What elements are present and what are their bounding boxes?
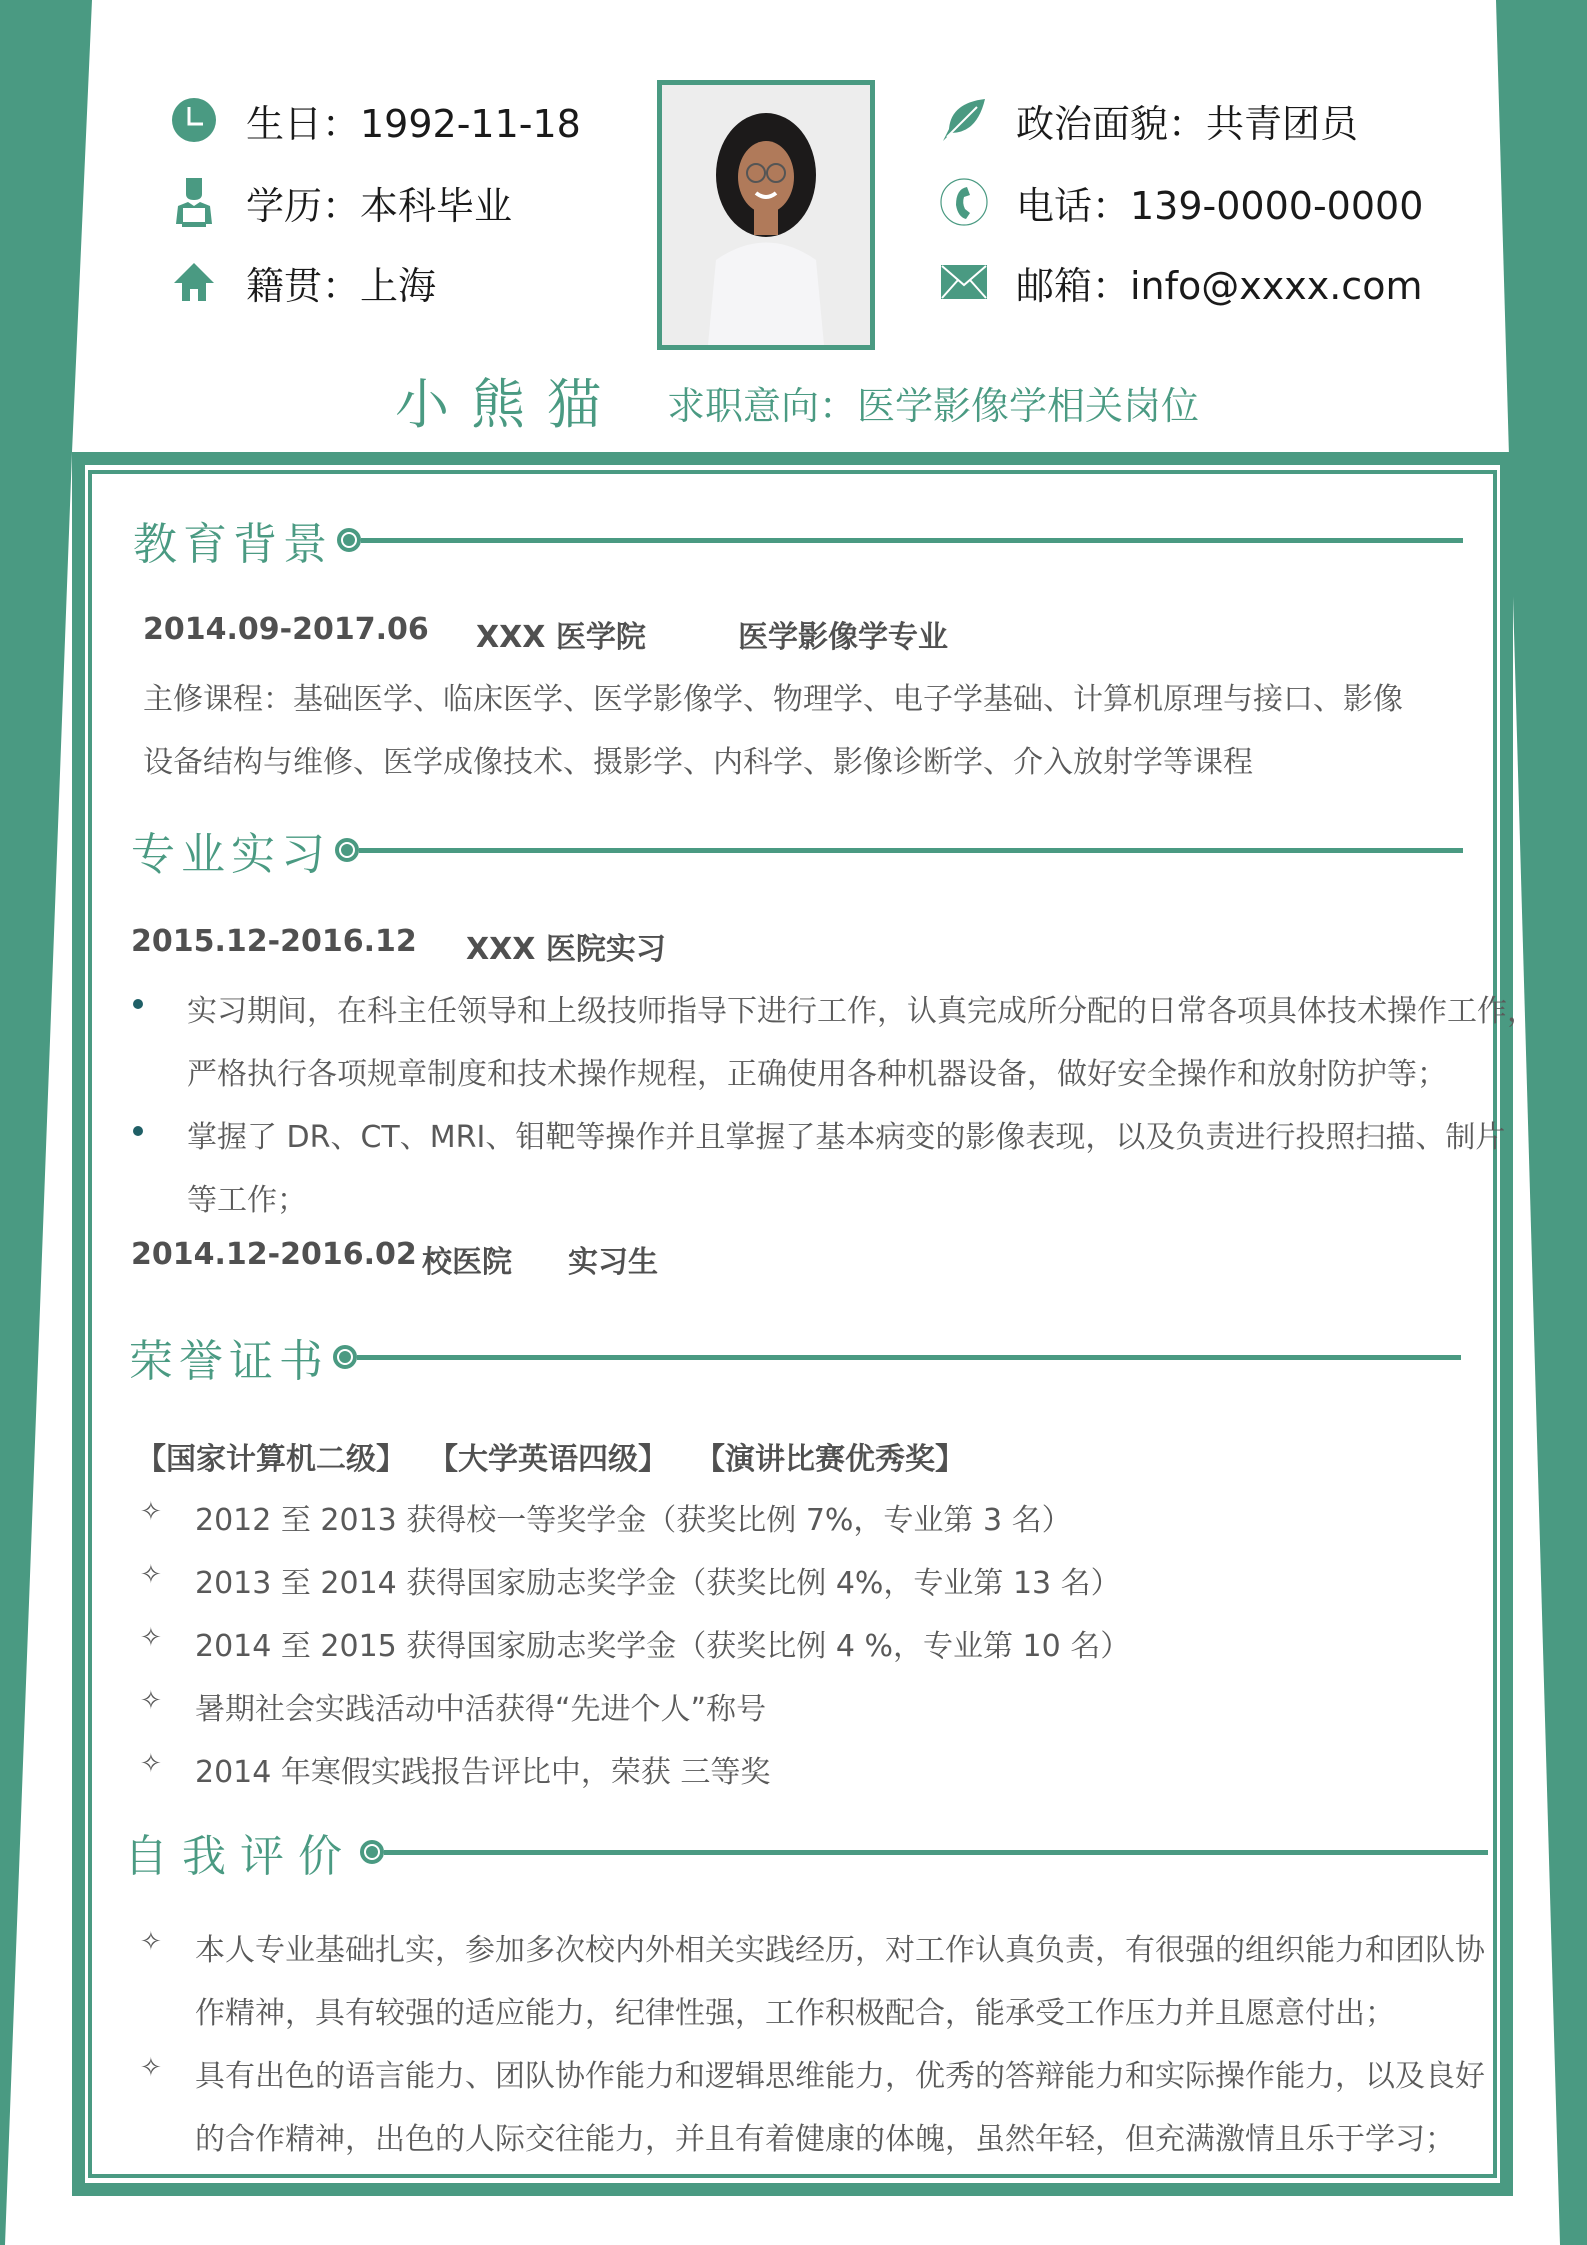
internship-period: 2014.12-2016.02 [131, 1237, 417, 1272]
internship-bullet-line: 实习期间，在科主任领导和上级技师指导下进行工作，认真完成所分配的日常各项具体技术操作工作， [187, 994, 1537, 1029]
section-divider [359, 848, 1463, 853]
hometown-row [170, 252, 436, 312]
sparkle-bullet-icon: ✧ [140, 1686, 162, 1716]
section-header-honors [129, 1325, 1461, 1389]
birthday-text: 生日：1992-11-18 [246, 101, 581, 146]
home-icon [170, 258, 218, 306]
sparkle-bullet-icon: ✧ [140, 2053, 162, 2083]
sparkle-bullet-icon: ✧ [140, 1927, 162, 1957]
section-header-self-evaluation [124, 1820, 1488, 1884]
certificate-badge: 【大学英语四级】 [428, 1442, 668, 1477]
internship-bullet-line: 等工作； [187, 1183, 307, 1218]
section-dot-icon [335, 838, 359, 862]
hometown-text: 籍贯：上海 [246, 263, 437, 308]
honor-item: 2012 至 2013 获得校一等奖学金（获奖比例 7%，专业第 3 名） [195, 1503, 1072, 1538]
education-major: 医学影像学专业 [738, 620, 948, 655]
section-divider [357, 1355, 1461, 1360]
self-eval-line: 作精神，具有较强的适应能力，纪律性强，工作积极配合，能承受工作压力并且愿意付出； [195, 1996, 1395, 2031]
political-status-row [940, 90, 1358, 150]
education-level-row [170, 172, 512, 232]
section-header-internship [131, 818, 1463, 882]
section-title: 荣誉证书 [129, 1336, 329, 1387]
internship-bullet-line: 掌握了 DR、CT、MRI、钼靶等操作并且掌握了基本病变的影像表现，以及负责进行投照扫描、制片 [187, 1120, 1506, 1155]
profile-photo [657, 80, 875, 350]
internship-bullet-line: 严格执行各项规章制度和技术操作规程，正确使用各种机器设备，做好安全操作和放射防护等； [187, 1057, 1447, 1092]
clock-icon [170, 96, 218, 144]
email-row [940, 252, 1422, 312]
sparkle-bullet-icon: ✧ [140, 1749, 162, 1779]
candidate-name: 小熊猫 [395, 373, 623, 436]
certificate-badge: 【演讲比赛优秀奖】 [695, 1442, 965, 1477]
section-title: 教育背景 [133, 519, 333, 570]
content-frame-inner-border [88, 470, 1497, 2178]
email-text: 邮箱：info@xxxx.com [1016, 263, 1423, 308]
self-eval-line: 的合作精神，出色的人际交往能力，并且有着健康的体魄，虽然年轻，但充满激情且乐于学习； [195, 2122, 1455, 2157]
phone-icon [940, 178, 988, 226]
internship-org: XXX 医院实习 [466, 932, 666, 967]
section-title: 自我评价 [124, 1831, 356, 1882]
bullet-dot-icon [133, 1126, 143, 1136]
section-dot-icon [360, 1840, 384, 1864]
leaf-icon [940, 96, 988, 144]
section-title: 专业实习 [131, 829, 331, 880]
internship-org: 校医院 [422, 1245, 512, 1280]
section-dot-icon [333, 1345, 357, 1369]
phone-row [940, 172, 1423, 232]
honor-item: 2014 至 2015 获得国家励志奖学金（获奖比例 4 %，专业第 10 名） [195, 1629, 1131, 1664]
internship-role: 实习生 [568, 1245, 658, 1280]
honor-item: 2014 年寒假实践报告评比中，荣获 三等奖 [195, 1755, 771, 1790]
honor-item: 2013 至 2014 获得国家励志奖学金（获奖比例 4%，专业第 13 名） [195, 1566, 1121, 1601]
job-objective: 求职意向：医学影像学相关岗位 [667, 384, 1200, 428]
self-eval-line: 本人专业基础扎实，参加多次校内外相关实践经历，对工作认真负责，有很强的组织能力和团队协 [195, 1933, 1485, 1968]
birthday-row [170, 90, 581, 150]
section-divider [384, 1850, 1488, 1855]
certificate-badge: 【国家计算机二级】 [136, 1442, 406, 1477]
internship-period: 2015.12-2016.12 [131, 924, 417, 959]
phone-text: 电话：139-0000-0000 [1016, 183, 1424, 228]
bullet-dot-icon [133, 999, 143, 1009]
self-eval-line: 具有出色的语言能力、团队协作能力和逻辑思维能力，优秀的答辩能力和实际操作能力，以及良好 [195, 2059, 1485, 2094]
education-period: 2014.09-2017.06 [143, 612, 429, 647]
section-dot-icon [337, 528, 361, 552]
education-level-text: 学历：本科毕业 [246, 183, 513, 228]
courses-line: 设备结构与维修、医学成像技术、摄影学、内科学、影像诊断学、介入放射学等课程 [143, 745, 1253, 780]
sparkle-bullet-icon: ✧ [140, 1497, 162, 1527]
sparkle-bullet-icon: ✧ [140, 1623, 162, 1653]
sparkle-bullet-icon: ✧ [140, 1560, 162, 1590]
mail-icon [940, 258, 988, 306]
section-divider [361, 538, 1463, 543]
section-header-education [133, 508, 1463, 572]
political-status-text: 政治面貌：共青团员 [1016, 101, 1359, 146]
education-school: XXX 医学院 [476, 620, 646, 655]
graduate-person-icon [170, 178, 218, 226]
courses-line: 主修课程：基础医学、临床医学、医学影像学、物理学、电子学基础、计算机原理与接口、影像 [143, 682, 1403, 717]
honor-item: 暑期社会实践活动中活获得“先进个人”称号 [195, 1692, 767, 1727]
